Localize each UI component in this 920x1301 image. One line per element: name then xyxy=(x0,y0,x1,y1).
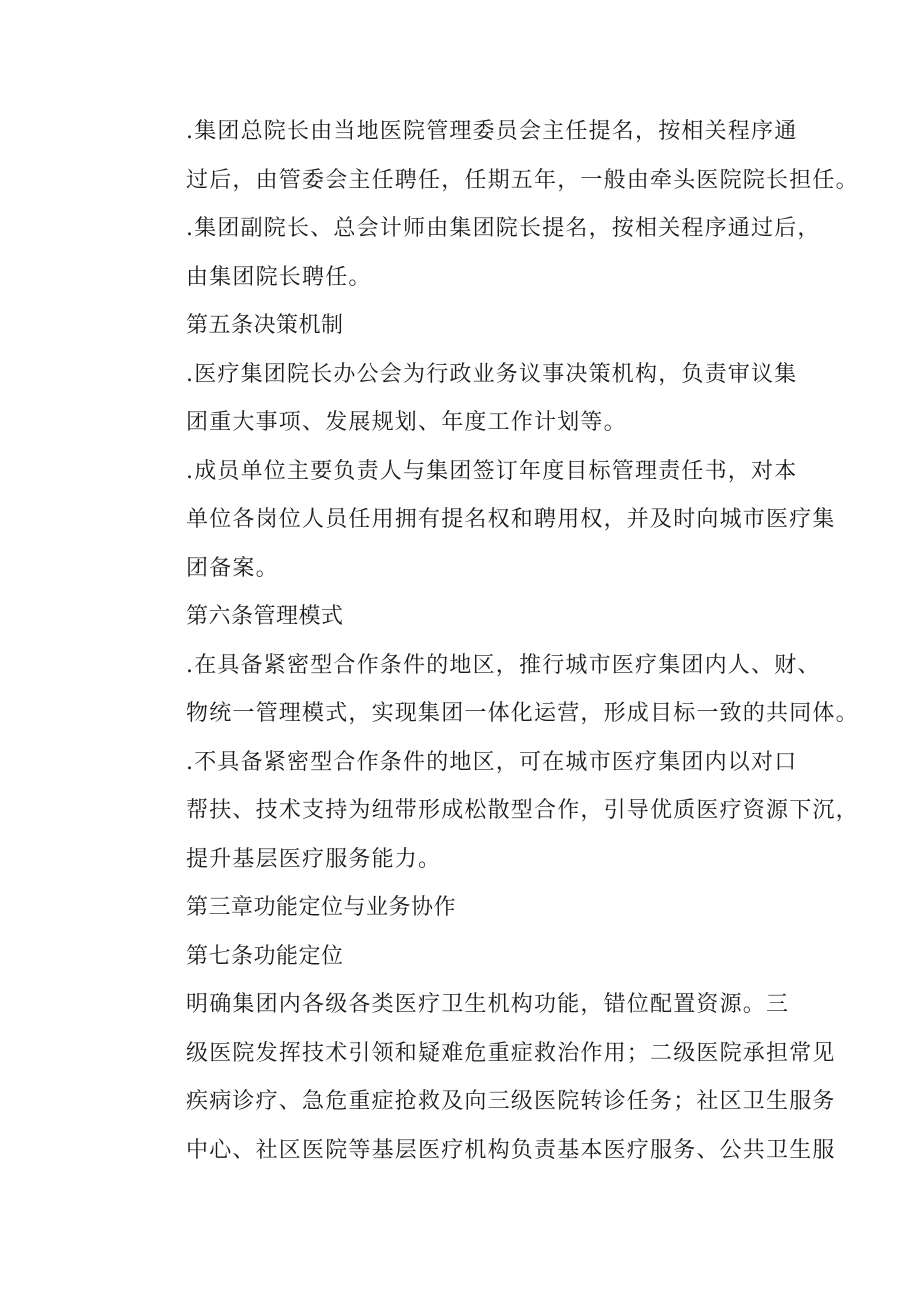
text-line: .成员单位主要负责人与集团签订年度目标管理责任书，对本 xyxy=(186,458,798,484)
text-line: .不具备紧密型合作条件的地区，可在城市医疗集团内以对口 xyxy=(186,749,798,775)
article-6-heading: 第六条管理模式 xyxy=(186,604,344,629)
text-line: 级医院发挥技术引领和疑难危重症救治作用；二级医院承担常见 xyxy=(186,1040,836,1066)
paragraph-member-responsibility xyxy=(138,448,836,594)
article-5-heading: 第五条决策机制 xyxy=(186,313,344,338)
text-line: 明确集团内各级各类医疗卫生机构功能，错位配置资源。三 xyxy=(186,992,790,1017)
text-line: .集团副院长、总会计师由集团院长提名，按相关程序通过后， xyxy=(186,216,821,241)
text-line: .集团总院长由当地医院管理委员会主任提名，按相关程序通 xyxy=(186,119,798,144)
text-line: 团备案。 xyxy=(186,555,279,581)
chapter-3-heading: 第三章功能定位与业务协作 xyxy=(186,895,457,920)
text-line: .医疗集团院长办公会为行政业务议事决策机构，负责审议集 xyxy=(186,361,798,387)
paragraph-function-positioning xyxy=(138,981,836,1175)
article-7-heading: 第七条功能定位 xyxy=(186,943,344,969)
text-line: 团重大事项、发展规划、年度工作计划等。 xyxy=(186,410,627,435)
text-line: 物统一管理模式，实现集团一体化运营，形成目标一致的共同体。 xyxy=(186,701,859,726)
text-line: .在具备紧密型合作条件的地区，推行城市医疗集团内人、财、 xyxy=(186,652,821,678)
text-line: 帮扶、技术支持为纽带形成松散型合作，引导优质医疗资源下沉， xyxy=(186,798,859,823)
paragraph-loose-cooperation xyxy=(138,739,859,885)
paragraph-appointment-president xyxy=(138,108,859,205)
text-line: 中心、社区医院等基层医疗机构负责基本医疗服务、公共卫生服 xyxy=(186,1137,836,1163)
text-line: 疾病诊疗、急危重症抢救及向三级医院转诊任务；社区卫生服务 xyxy=(186,1089,836,1114)
paragraph-close-cooperation xyxy=(138,642,859,739)
paragraph-decision-office xyxy=(138,351,798,448)
paragraph-appointment-vice-president xyxy=(138,205,821,302)
text-line: 单位各岗位人员任用拥有提名权和聘用权，并及时向城市医疗集 xyxy=(186,507,836,532)
document-body xyxy=(138,108,859,1175)
text-line: 过后，由管委会主任聘任，任期五年，一般由牵头医院院长担任。 xyxy=(186,167,859,193)
text-line: 提升基层医疗服务能力。 xyxy=(186,846,442,872)
text-line: 由集团院长聘任。 xyxy=(186,264,372,290)
